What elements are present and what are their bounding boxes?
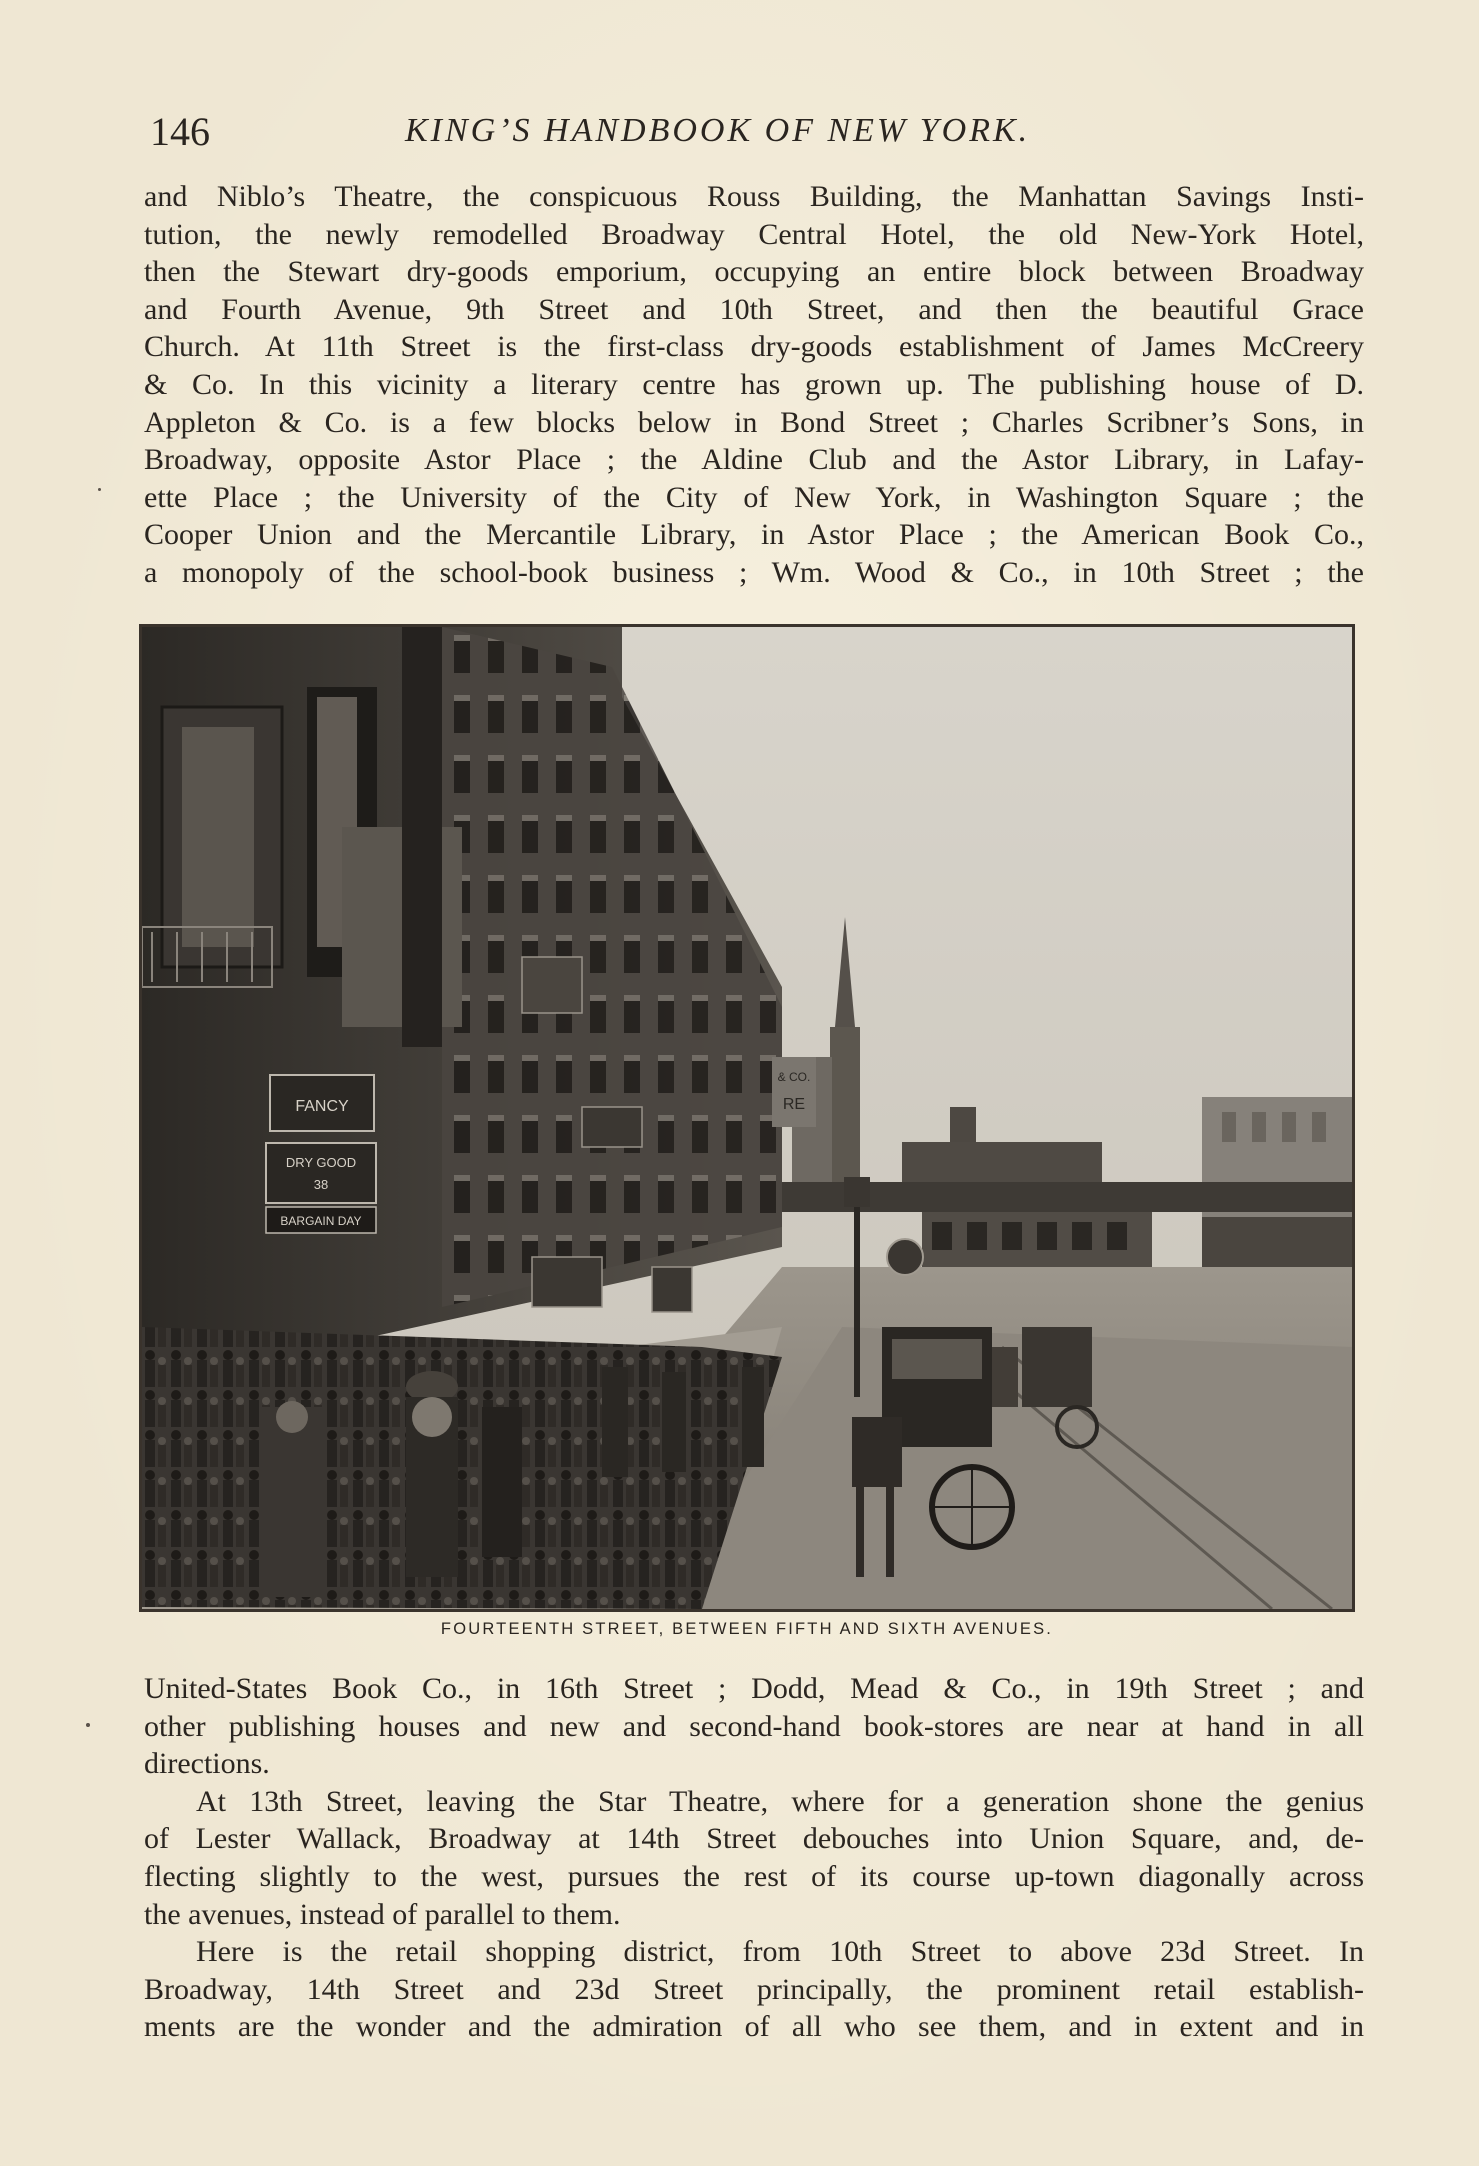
- fancy-sign: [270, 1075, 374, 1131]
- text-line: other publishing houses and new and second-hand book-stores are near at hand in all: [144, 1709, 1364, 1743]
- figure-caption: FOURTEENTH STREET, BETWEEN FIFTH AND SIXTH AVENUES.: [440, 1620, 1054, 1638]
- text-line: Here is the retail shopping district, from 10th Street to above 23d Street. In: [196, 1935, 1364, 1969]
- co-sign: [772, 1057, 816, 1127]
- page-speck: [98, 488, 101, 491]
- lamp-post: [854, 1197, 860, 1397]
- text-line: Broadway, opposite Astor Place ; the Aldine Club and the Astor Library, in Lafay-: [144, 443, 1364, 477]
- page-speck: [86, 1723, 90, 1727]
- text-line: the avenues, instead of parallel to them.: [144, 1897, 621, 1931]
- text-line: and Fourth Avenue, 9th Street and 10th Street, and then the beautiful Grace: [144, 292, 1364, 326]
- svg-text:& CO.: & CO.: [777, 1070, 811, 1084]
- svg-text:BARGAIN DAY: BARGAIN DAY: [280, 1214, 362, 1228]
- text-line: and Niblo’s Theatre, the conspicuous Rouss Building, the Manhattan Savings Insti-: [144, 180, 1364, 213]
- el-station-cupola: [950, 1107, 976, 1147]
- svg-text:DRY GOOD: DRY GOOD: [285, 1155, 357, 1170]
- dry-goods-sign: [266, 1143, 376, 1203]
- bargain-day-sign: [266, 1207, 376, 1233]
- text-line: & Co. In this vicinity a literary centre has grown up. The publishing house of D.: [144, 367, 1364, 401]
- text-line: tution, the newly remodelled Broadway Central Hotel, the old New-York Hotel,: [144, 217, 1364, 251]
- bottom-text: [144, 1670, 1364, 2046]
- text-line: Cooper Union and the Mercantile Library, in Astor Place ; the American Book Co.,: [144, 518, 1364, 552]
- running-head: KING’S HANDBOOK OF NEW YORK.: [405, 112, 1031, 149]
- el-station: [902, 1142, 1102, 1182]
- text-line: ments are the wonder and the admiration of all who see them, and in extent and in: [144, 2010, 1364, 2044]
- text-line: of Lester Wallack, Broadway at 14th Street debouches into Union Square, and, de-: [144, 1822, 1364, 1856]
- text-line: United-States Book Co., in 16th Street ; Dodd, Mead & Co., in 19th Street ; and: [144, 1672, 1364, 1705]
- street-scene-illustration: [142, 627, 1352, 1609]
- page-header: [150, 108, 1365, 158]
- svg-text:RE: RE: [782, 1096, 806, 1113]
- text-line: Broadway, 14th Street and 23d Street principally, the prominent retail establish-: [144, 1972, 1364, 2006]
- text-line: a monopoly of the school-book business ; Wm. Wood & Co., in 10th Street ; the: [144, 555, 1364, 589]
- text-line: then the Stewart dry-goods emporium, occupying an entire block between Broadway: [144, 255, 1364, 289]
- text-line: directions.: [144, 1747, 270, 1781]
- street-clock: [887, 1239, 923, 1275]
- text-line: ette Place ; the University of the City of New York, in Washington Square ; the: [144, 480, 1364, 514]
- page-number: 146: [150, 109, 210, 154]
- text-line: Church. At 11th Street is the first-class dry-goods establishment of James McCreery: [144, 330, 1364, 364]
- text-line: flecting slightly to the west, pursues the rest of its course up-town diagonally across: [144, 1859, 1364, 1893]
- top-paragraph: [144, 178, 1364, 592]
- text-line: Appleton & Co. is a few blocks below in Bond Street ; Charles Scribner’s Sons, in: [144, 405, 1364, 439]
- svg-text:FANCY: FANCY: [295, 1098, 349, 1115]
- text-line: At 13th Street, leaving the Star Theatre, where for a generation shone the genius: [196, 1784, 1364, 1818]
- street-photograph: [139, 624, 1355, 1612]
- svg-text:38: 38: [313, 1177, 329, 1192]
